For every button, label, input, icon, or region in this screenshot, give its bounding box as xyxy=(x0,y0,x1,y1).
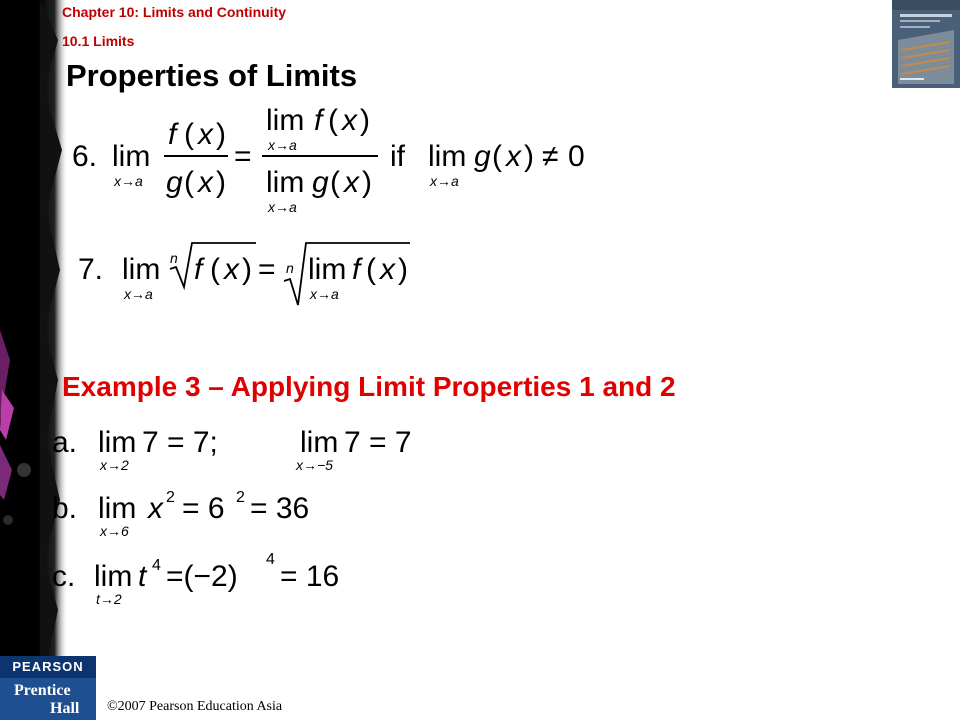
property-7-n1: n xyxy=(170,250,178,266)
property-6-paren-fx: ( xyxy=(184,118,194,151)
logo-hall: Hall xyxy=(50,700,80,717)
example-b-mid-exp: 2 xyxy=(236,489,245,506)
property-6-den-sub: x→a xyxy=(268,199,297,215)
example-c-exp: 4 xyxy=(152,557,161,574)
property-6-g: g xyxy=(166,166,183,199)
property-7-paren2-close: ) xyxy=(398,253,408,286)
example-a-expr2: 7 = 7 xyxy=(344,426,412,459)
example-a xyxy=(52,418,452,478)
property-6-den-paren-close: ) xyxy=(362,166,372,199)
property-6-if: if xyxy=(390,140,405,173)
property-7-equals: = xyxy=(258,253,276,286)
property-6-formula xyxy=(60,100,620,220)
example-c-sub: t→2 xyxy=(96,591,122,607)
property-6-cond-paren-close: ) xyxy=(524,140,534,173)
property-6-x2: x xyxy=(198,166,213,199)
property-6-den-x: x xyxy=(344,166,359,199)
example-a-lim1: lim xyxy=(98,426,137,459)
logo-prentice: Prentice xyxy=(14,682,71,699)
example-b-exp: 2 xyxy=(166,489,175,506)
property-7-lim2: lim xyxy=(308,253,347,286)
section-heading: 10.1 Limits xyxy=(62,33,135,49)
property-7-sub2: x→a xyxy=(310,286,339,302)
property-7-paren1: ( xyxy=(210,253,220,286)
example-a-sub2: x→−5 xyxy=(296,457,333,473)
property-7-x2: x xyxy=(380,253,395,286)
property-6-paren-gx-close: ) xyxy=(216,166,226,199)
property-6-num-sub: x→a xyxy=(268,137,297,153)
property-6-paren-gx: ( xyxy=(184,166,194,199)
logo-pearson-band: PEARSON xyxy=(0,656,96,678)
property-6-zero: 0 xyxy=(568,140,585,173)
example-b-sub: x→6 xyxy=(100,523,129,539)
property-6-den-g: g xyxy=(312,166,329,199)
example-b-mid: = 6 xyxy=(182,492,225,525)
slide-title: Properties of Limits xyxy=(66,58,358,93)
property-6-x1: x xyxy=(198,118,213,151)
example-a-label: a. xyxy=(52,426,78,459)
property-6-cond-x: x xyxy=(506,140,521,173)
example-c-mid: =(−2) xyxy=(166,560,238,593)
property-6-neq: ≠ xyxy=(542,140,559,173)
property-6-num-lim: lim xyxy=(266,104,305,137)
property-7-lim: lim xyxy=(122,253,161,286)
property-7-n2: n xyxy=(286,260,294,276)
example-b xyxy=(52,484,352,544)
example-a-sub1: x→2 xyxy=(100,457,129,473)
property-7-number: 7. xyxy=(78,253,104,286)
example-heading: Example 3 – Applying Limit Properties 1 and 2 xyxy=(62,371,676,402)
property-7-f1: f xyxy=(194,253,203,286)
example-b-result: = 36 xyxy=(250,492,310,525)
property-6-paren-fx-close: ) xyxy=(216,118,226,151)
chapter-heading: Chapter 10: Limits and Continuity xyxy=(62,4,287,20)
property-7-f2: f xyxy=(352,253,361,286)
example-c-result: = 16 xyxy=(280,560,340,593)
property-6-cond-paren: ( xyxy=(492,140,502,173)
property-6-equals: = xyxy=(234,140,252,173)
book-cover-image xyxy=(892,0,960,88)
example-c-label: c. xyxy=(52,560,76,593)
property-6-num-x: x xyxy=(342,104,357,137)
property-6-cond-sub: x→a xyxy=(430,173,459,189)
property-6-lim: lim xyxy=(112,140,151,173)
property-6-num-f: f xyxy=(314,104,323,137)
example-c-mid-exp: 4 xyxy=(266,552,275,568)
property-7-formula xyxy=(60,235,440,315)
example-b-lim: lim xyxy=(98,492,137,525)
example-c-base: t xyxy=(138,560,147,593)
property-6-num-paren: ( xyxy=(328,104,338,137)
property-7-paren2: ( xyxy=(366,253,376,286)
property-6-num-paren-close: ) xyxy=(360,104,370,137)
example-b-label: b. xyxy=(52,492,78,525)
property-6-den-lim: lim xyxy=(266,166,305,199)
example-a-lim2: lim xyxy=(300,426,339,459)
property-7-x1: x xyxy=(224,253,239,286)
property-7-paren1-close: ) xyxy=(242,253,252,286)
property-6-sub: x→a xyxy=(114,173,143,189)
property-6-number: 6. xyxy=(72,140,98,173)
example-a-expr1: 7 = 7; xyxy=(142,426,218,459)
copyright-footer: ©2007 Pearson Education Asia xyxy=(107,699,283,714)
property-6-f: f xyxy=(168,118,177,151)
example-c-lim: lim xyxy=(94,560,133,593)
property-6-cond-lim: lim xyxy=(428,140,467,173)
property-7-sub: x→a xyxy=(124,286,153,302)
example-c xyxy=(52,552,372,612)
property-6-cond-g: g xyxy=(474,140,491,173)
property-6-den-paren: ( xyxy=(330,166,340,199)
pearson-prentice-hall-logo xyxy=(0,656,96,720)
example-b-base: x xyxy=(148,492,163,525)
